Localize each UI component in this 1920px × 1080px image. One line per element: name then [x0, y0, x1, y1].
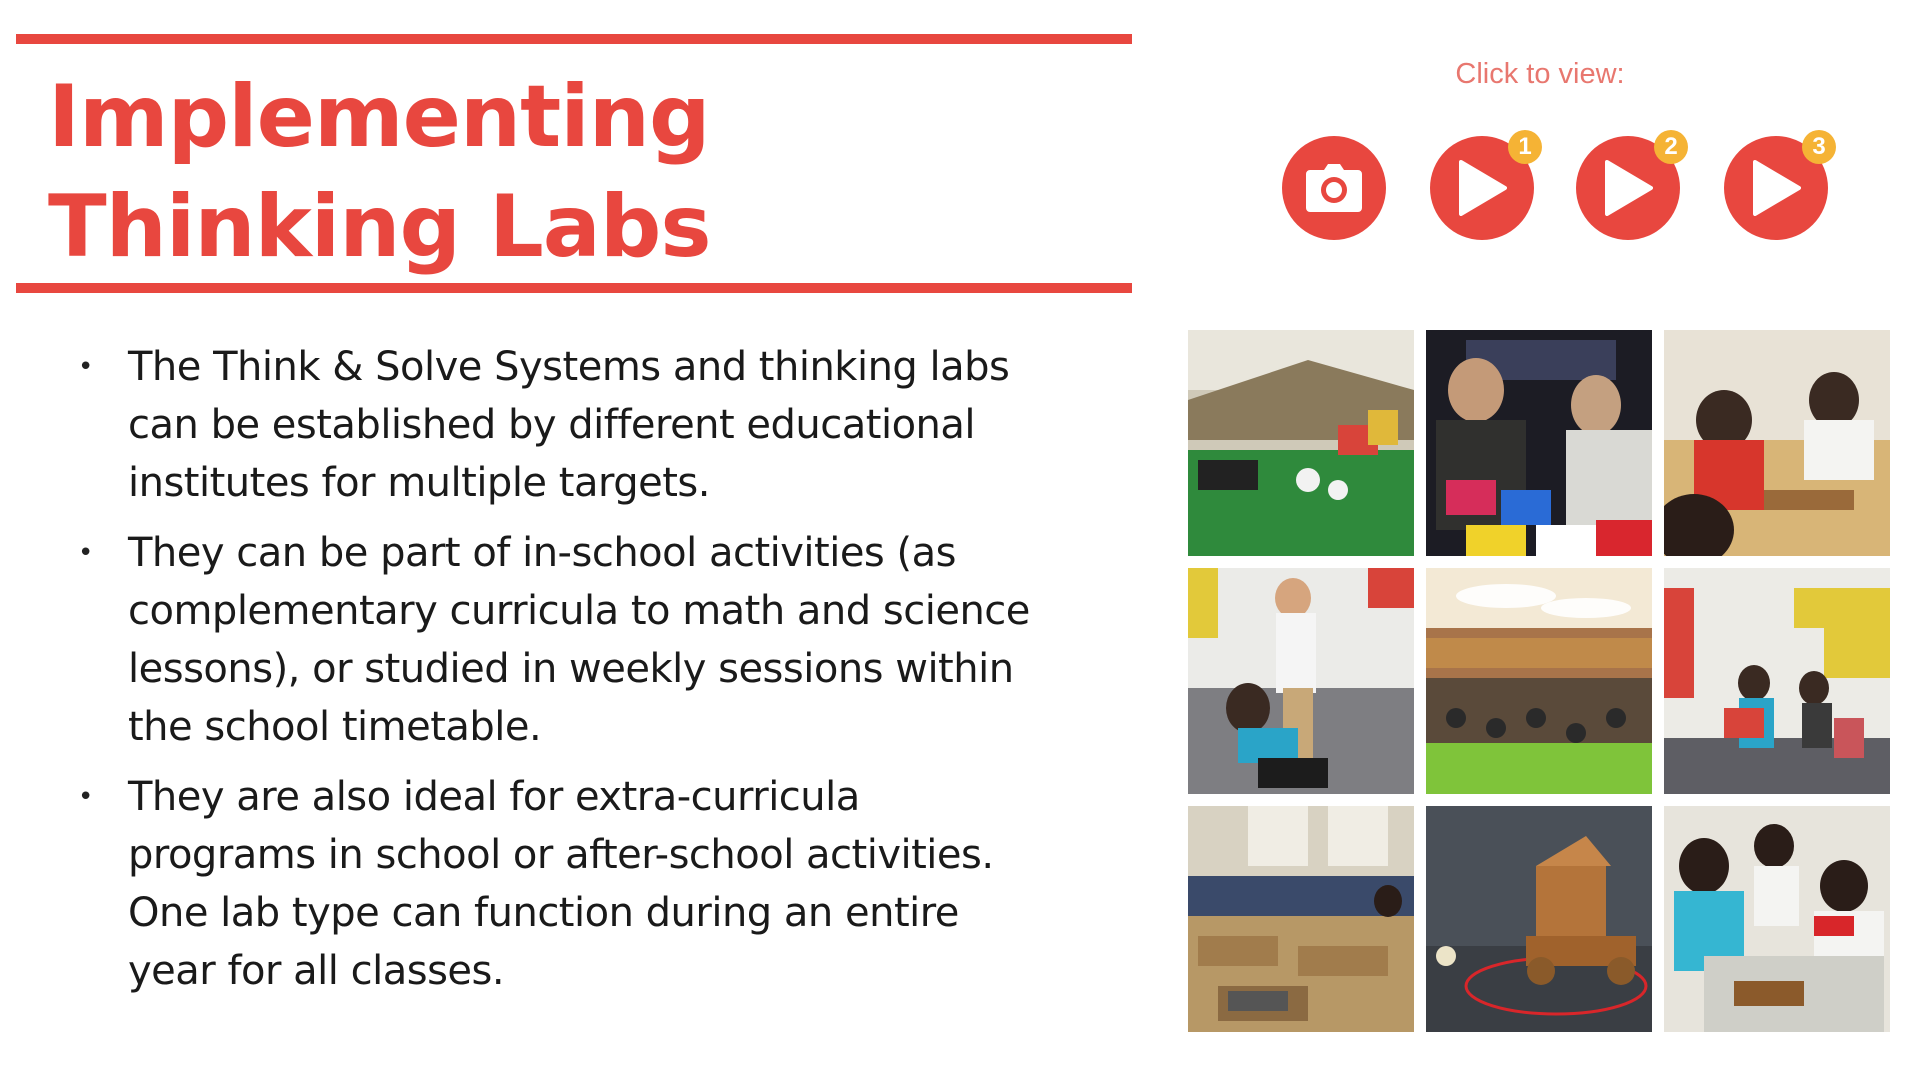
title-top-rule — [16, 34, 1132, 44]
camera-icon — [1306, 164, 1362, 212]
classroom-puzzles-photo — [1188, 806, 1414, 1032]
wooden-toy-car-photo — [1426, 806, 1652, 1032]
click-to-view-label: Click to view: — [1455, 58, 1625, 90]
bullet-text: They can be part of in-school activities (as complementary curricula to math and science lessons), or studied in weekly sessions within the school timetable. — [128, 530, 1030, 750]
large-hall-competition-photo — [1426, 568, 1652, 794]
bullet-dot: • — [78, 538, 94, 568]
bullet-dot: • — [78, 782, 94, 812]
video-number-badge: 3 — [1802, 130, 1836, 164]
title-line-2: Thinking Labs — [48, 177, 711, 277]
video-3-button[interactable] — [1724, 133, 1828, 240]
play-icon — [1457, 160, 1507, 216]
bullet-text: The Think & Solve Systems and thinking labs can be established by different educational institutes for multiple targets. — [128, 344, 1010, 506]
video-1-button[interactable] — [1430, 133, 1534, 240]
title-line-1: Implementing — [48, 67, 710, 167]
title-bottom-rule — [16, 283, 1132, 293]
video-2-button[interactable] — [1576, 133, 1680, 240]
video-number-badge: 1 — [1508, 130, 1542, 164]
classroom-students-photo — [1664, 330, 1890, 556]
kids-blocks-photo — [1664, 568, 1890, 794]
play-icon — [1603, 160, 1653, 216]
slide-title — [48, 62, 711, 282]
play-icon — [1751, 160, 1801, 216]
photo-gallery-button[interactable] — [1282, 136, 1386, 240]
bullet-dot: • — [78, 352, 94, 382]
bullet-text: They are also ideal for extra-curricula programs in school or after-school activities. One lab type can function during an entire year for all classes. — [128, 774, 994, 994]
exhibition-puzzles-photo — [1426, 330, 1652, 556]
kids-floor-activity-photo — [1188, 568, 1414, 794]
lab-hall-photo — [1188, 330, 1414, 556]
students-solving-puzzles-photo — [1664, 806, 1890, 1032]
bullet-list — [76, 338, 1056, 1012]
bullet-item — [76, 524, 1056, 756]
bullet-item — [76, 768, 1056, 1000]
bullet-item — [76, 338, 1056, 512]
video-number-badge: 2 — [1654, 130, 1688, 164]
photo-grid — [1188, 330, 1890, 1032]
